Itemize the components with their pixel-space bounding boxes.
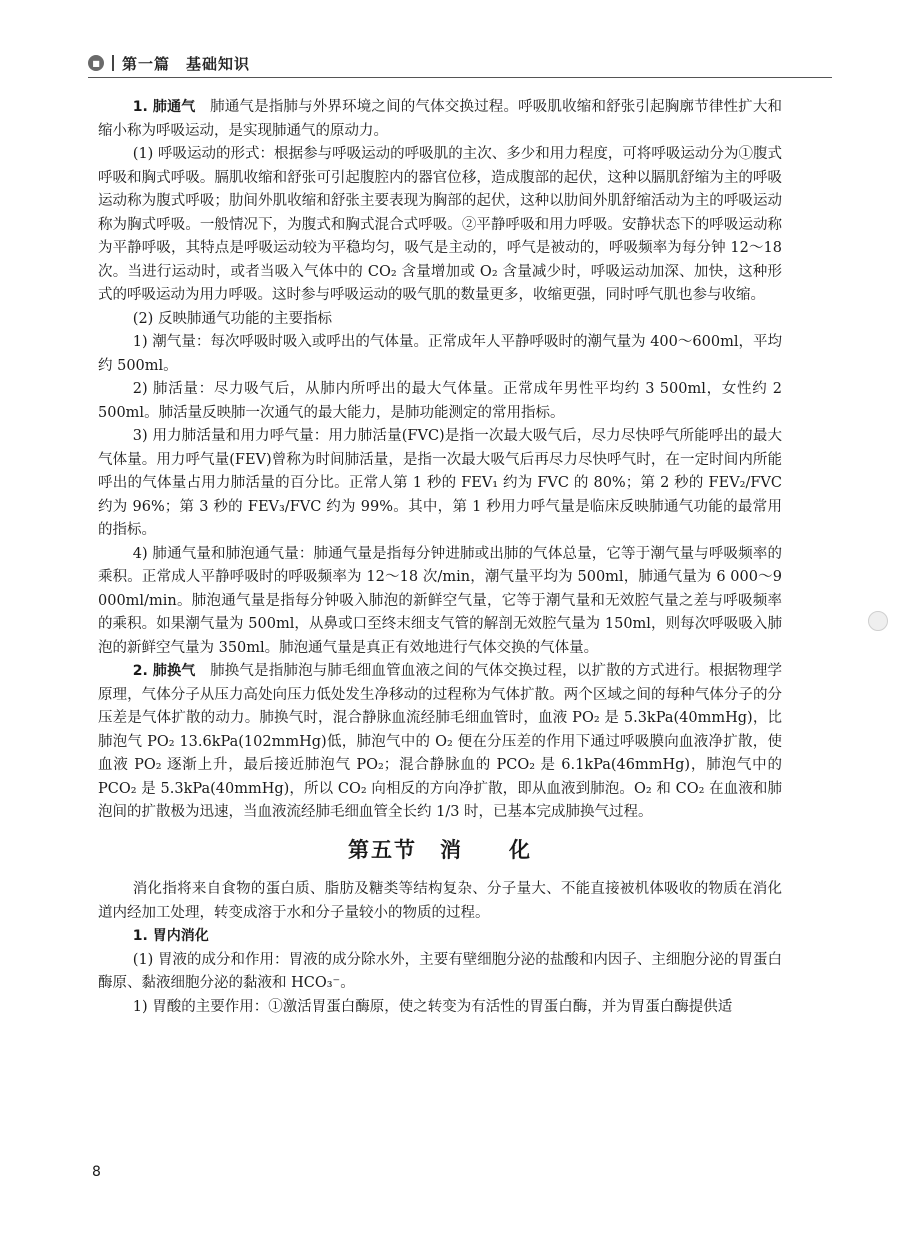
paragraph — [98, 308, 782, 332]
header-title: 第一篇 基础知识 — [122, 54, 251, 73]
paragraph — [98, 143, 782, 308]
header-separator — [112, 55, 114, 71]
header-rule — [88, 77, 832, 78]
subsection-heading: 1. 胃内消化 — [132, 928, 209, 944]
paragraph-text: 肺通气是指肺与外界环境之间的气体交换过程。呼吸肌收缩和舒张引起胸廓节律性扩大和缩小称为呼吸运动，是实现肺通气的原动力。 — [98, 99, 782, 139]
chapter-badge-icon: ■ — [88, 55, 104, 71]
paragraph-text: (1) 胃液的成分和作用：胃液的成分除水外，主要有壁细胞分泌的盐酸和内因子、主细胞分泌的胃蛋白酶原、黏液细胞分泌的黏液和 HCO₃⁻。 — [98, 951, 782, 991]
running-header — [88, 50, 250, 76]
paragraph-text: 2) 肺活量：尽力吸气后，从肺内所呼出的最大气体量。正常成年男性平均约 3 500ml，女性约 2 500ml。肺活量反映肺一次通气的最大能力，是肺功能测定的常用指标。 — [98, 381, 782, 421]
paragraph — [98, 543, 782, 661]
paragraph-text: 4) 肺通气量和肺泡通气量：肺通气量是指每分钟进肺或出肺的气体总量，它等于潮气量与呼吸频率的乘积。正常成人平静呼吸时的呼吸频率为 12～18 次/min，潮气量平均为 500ml，肺通气量为 6 000～9 000ml/min。肺泡通气量是指每分钟吸入肺泡的新鲜空气量，它等于潮气量和无效腔气量之差与呼吸频率的乘积。如果潮气量为 500ml，从鼻或口至终末细支气管的解剖无效腔气量为 150ml，则每次呼吸吸入肺泡的新鲜空气量为 350ml。肺泡通气量是真正有效地进行气体交换的气体量。 — [98, 545, 782, 656]
paragraph-text: 消化指将来自食物的蛋白质、脂肪及糖类等结构复杂、分子量大、不能直接被机体吸收的物质在消化道内经加工处理，转变成溶于水和分子量较小的物质的过程。 — [98, 881, 782, 921]
paragraph — [98, 925, 782, 949]
subsection-heading: 2. 肺换气 — [132, 663, 196, 679]
paragraph-text: 3) 用力肺活量和用力呼气量：用力肺活量(FVC)是指一次最大吸气后，尽力尽快呼气所能呼出的最大气体量。用力呼气量(FEV)曾称为时间肺活量，是指一次最大吸气后再尽力尽快呼气时，在一定时间内所能呼出的气体量占用力肺活量的百分比。正常人第 1 秒的 FEV₁ 约为 FVC 的 80%；第 2 秒的 FEV₂/FVC 约为 96%；第 3 秒的 FEV₃/FVC 约为 99%。其中，第 1 秒用力呼气量是临床反映肺通气功能的最常用的指标。 — [98, 428, 782, 538]
paragraph — [98, 378, 782, 425]
paragraph-text: 肺换气是指肺泡与肺毛细血管血液之间的气体交换过程，以扩散的方式进行。根据物理学原理，气体分子从压力高处向压力低处发生净移动的过程称为气体扩散。两个区域之间的每种气体分子的分压差是气体扩散的动力。肺换气时，混合静脉血流经肺毛细血管时，血液 PO₂ 是 5.3kPa(40mmHg)，比肺泡气 PO₂ 13.6kPa(102mmHg)低，肺泡气中的 O₂ 便在分压差的作用下通过呼吸膜向血液净扩散，使血液 PO₂ 逐渐上升，最后接近肺泡气 PO₂；混合静脉血的 PCO₂ 是 6.1kPa(46mmHg)，肺泡气中的 PCO₂ 是 5.3kPa(40mmHg)，所以 CO₂ 向相反的方向净扩散，即从血液到肺泡。O₂ 和 CO₂ 在血液和肺泡间的扩散极为迅速，当血液流经肺毛细血管全长约 1/3 时，已基本完成肺换气过程。 — [98, 663, 782, 820]
section-title: 第五节 消 化 — [348, 837, 532, 862]
paragraph — [98, 425, 782, 543]
page-body — [98, 96, 782, 1019]
paragraph-text: 1) 潮气量：每次呼吸时吸入或呼出的气体量。正常成年人平静呼吸时的潮气量为 400～600ml，平均约 500ml。 — [98, 334, 782, 374]
paragraph — [98, 660, 782, 825]
paragraph-text: (1) 呼吸运动的形式：根据参与呼吸运动的呼吸肌的主次、多少和用力程度，可将呼吸运动分为①腹式呼吸和胸式呼吸。膈肌收缩和舒张可引起腹腔内的器官位移，造成腹部的起伏，这种以膈肌舒缩为主的呼吸运动称为腹式呼吸；肋间外肌收缩和舒张主要表现为胸部的起伏，这种以肋间外肌舒缩活动为主的呼吸运动称为胸式呼吸。一般情况下，为腹式和胸式混合式呼吸。②平静呼吸和用力呼吸。安静状态下的呼吸运动称为平静呼吸，其特点是呼吸运动较为平稳均匀，吸气是主动的，呼气是被动的，呼吸频率为每分钟 12～18 次。当进行运动时，或者当吸入气体中的 CO₂ 含量增加或 O₂ 含量减少时，呼吸运动加深、加快，这种形式的呼吸运动为用力呼吸。这时参与呼吸运动的吸气肌的数量更多，收缩更强，同时呼气肌也参与收缩。 — [98, 146, 782, 303]
subsection-heading: 1. 肺通气 — [132, 99, 196, 115]
paragraph — [98, 996, 782, 1020]
paragraph-text: (2) 反映肺通气功能的主要指标 — [132, 310, 332, 327]
paragraph — [98, 331, 782, 378]
paragraph — [98, 949, 782, 996]
paragraph-text: 1) 胃酸的主要作用：①激活胃蛋白酶原，使之转变为有活性的胃蛋白酶，并为胃蛋白酶提供适 — [132, 998, 733, 1015]
margin-watermark-icon — [868, 611, 888, 631]
paragraph — [98, 878, 782, 925]
page-number: 8 — [92, 1164, 101, 1180]
paragraph — [98, 96, 782, 143]
